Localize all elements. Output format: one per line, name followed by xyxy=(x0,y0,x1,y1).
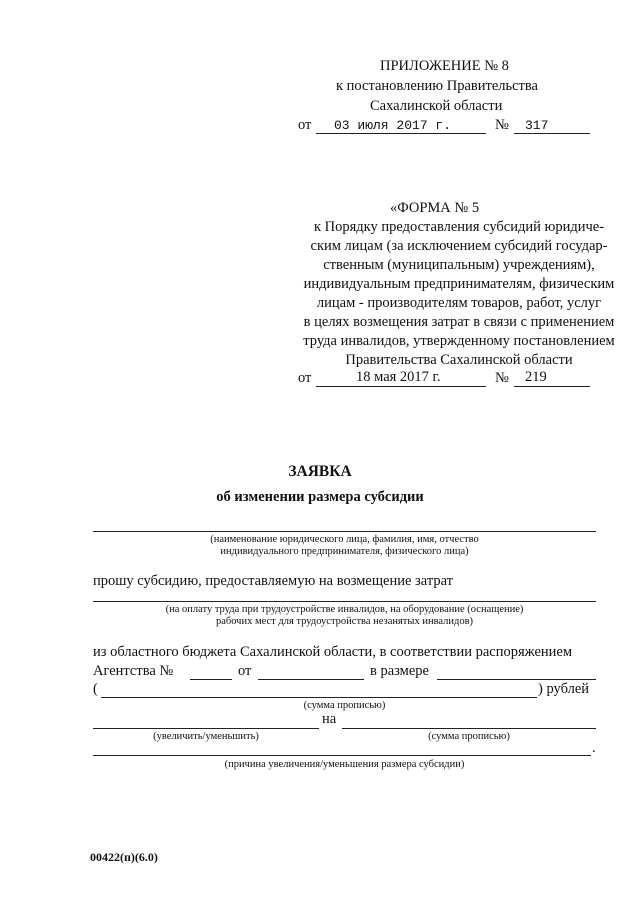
document-code: 00422(п)(6.0) xyxy=(90,850,158,864)
appendix-number-line xyxy=(514,133,590,134)
sum-words-line xyxy=(101,697,537,698)
agency-number-line xyxy=(190,679,232,680)
agency-label: Агентства № xyxy=(93,663,174,679)
applicant-name-line xyxy=(93,531,596,532)
appendix-line-2: Сахалинской области xyxy=(370,98,503,114)
form-line-4: индивидуальным предпринимателям, физическим xyxy=(303,276,615,292)
form-line-1: к Порядку предоставления субсидий юридиче- xyxy=(313,219,605,235)
document-title: ЗАЯВКА xyxy=(288,463,352,480)
form-line-6: в целях возмещения затрат в связи с применением xyxy=(303,314,615,330)
form-num-label: № xyxy=(495,370,509,386)
reason-period: . xyxy=(592,740,596,756)
on-label: на xyxy=(322,711,337,727)
purpose-line xyxy=(93,601,596,602)
form-line-5: лицам - производителям товаров, работ, услуг xyxy=(316,295,602,311)
hint-sum-words: (сумма прописью) xyxy=(303,700,386,711)
form-line-7: труда инвалидов, утвержденному постановлением xyxy=(303,333,615,349)
appendix-number: 317 xyxy=(525,118,549,133)
form-line-8: Правительства Сахалинской области xyxy=(345,352,573,368)
form-number: 219 xyxy=(525,369,547,385)
form-line-2: ским лицам (за исключением субсидий государ- xyxy=(310,238,608,254)
reason-line xyxy=(93,755,591,756)
agency-from-label: от xyxy=(238,663,252,679)
form-line-3: ственным (муниципальным) учреждениям), xyxy=(323,257,595,273)
appendix-title: ПРИЛОЖЕНИЕ № 8 xyxy=(380,58,509,74)
change-sum-line xyxy=(342,728,596,729)
form-date: 18 мая 2017 г. xyxy=(356,369,441,385)
appendix-date: 03 июля 2017 г. xyxy=(334,118,452,133)
form-from-label: от xyxy=(298,370,312,386)
agency-date-line xyxy=(258,679,364,680)
agency-amount-label: в размере xyxy=(370,663,429,679)
budget-text: из областного бюджета Сахалинской области, в соответствии распоряжением xyxy=(93,644,573,660)
form-number-line xyxy=(514,386,590,387)
hint-applicant-name-2: индивидуального предпринимателя, физического лица) xyxy=(220,546,469,557)
hint-applicant-name-1: (наименование юридического лица, фамилия, имя, отчество xyxy=(210,534,479,545)
request-text: прошу субсидию, предоставляемую на возмещение затрат xyxy=(93,573,453,589)
agency-amount-line xyxy=(437,679,596,680)
appendix-line-1: к постановлению Правительства xyxy=(336,78,538,94)
document-subtitle: об изменении размера субсидии xyxy=(216,489,424,505)
appendix-from-label: от xyxy=(298,117,312,133)
hint-sum-words-2: (сумма прописью) xyxy=(428,731,510,742)
rubles-label: ) рублей xyxy=(538,681,590,697)
hint-reason: (причина увеличения/уменьшения размера субсидии) xyxy=(224,759,465,770)
form-date-line xyxy=(316,386,486,387)
form-title: «ФОРМА № 5 xyxy=(390,200,480,216)
appendix-num-label: № xyxy=(495,117,509,133)
paren-open: ( xyxy=(93,681,98,697)
hint-purpose-1: (на оплату труда при трудоустройстве инвалидов, на оборудование (оснащение) xyxy=(165,604,524,615)
hint-purpose-2: рабочих мест для трудоустройства незанятых инвалидов) xyxy=(215,616,474,627)
appendix-date-line xyxy=(316,133,486,134)
change-line xyxy=(93,728,319,729)
hint-change: (увеличить/уменьшить) xyxy=(153,731,259,742)
